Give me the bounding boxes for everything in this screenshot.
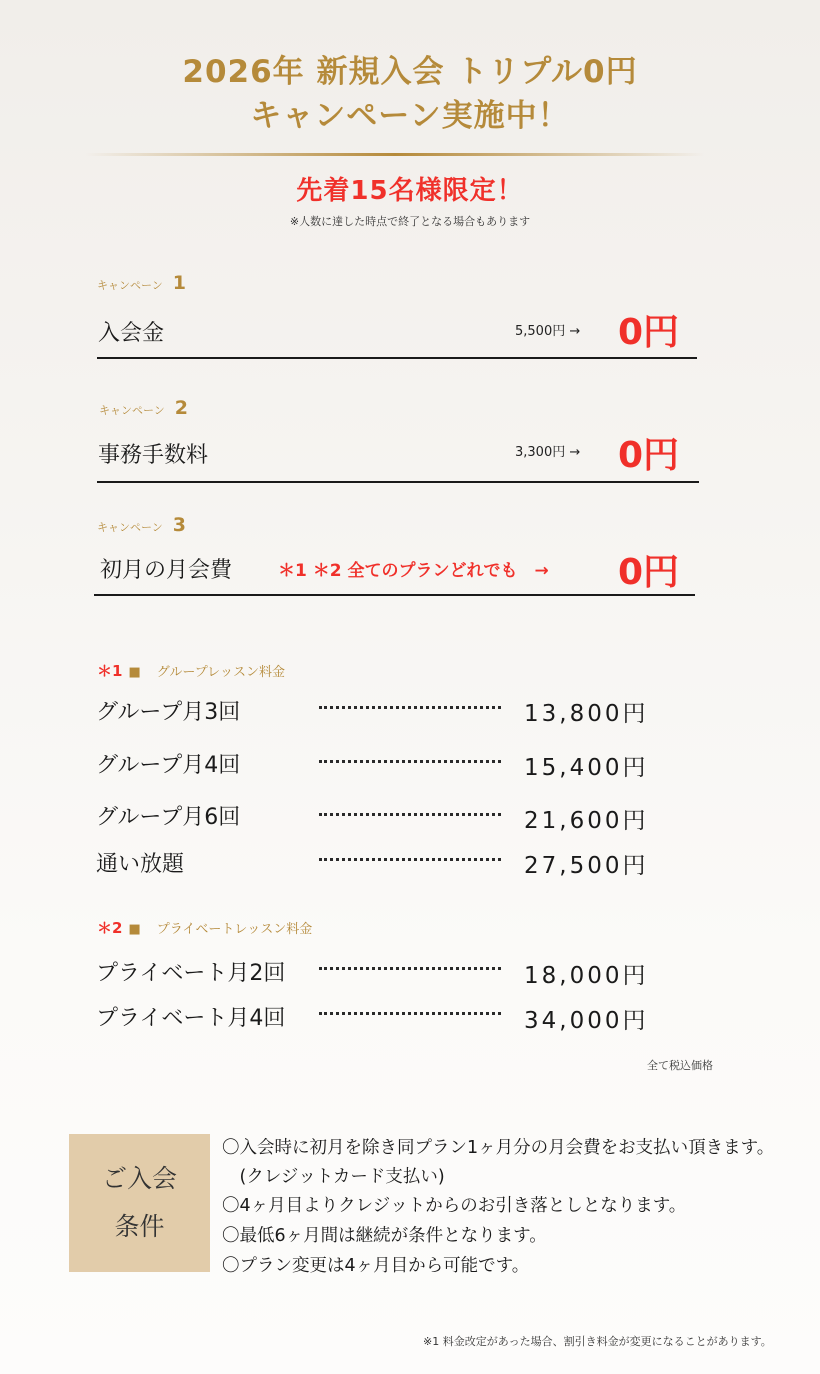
- footnote: ※1 料金改定があった場合、割引き料金が変更になることがあります。: [423, 1335, 772, 1348]
- limited-heading: 先着15名様限定！: [296, 176, 524, 206]
- condition-item: 〇入会時に初月を除き同プラン1ヶ月分の月会費をお支払い頂きます。: [222, 1138, 775, 1158]
- price-row-name: グループ月4回: [96, 753, 241, 778]
- group-lesson-heading: [97, 660, 285, 681]
- private-heading-text: プライベートレッスン料金: [156, 922, 313, 937]
- campaign-1-name: 入会金: [98, 321, 165, 346]
- group-heading-text: グループレッスン料金: [156, 665, 286, 680]
- condition-item: 〇4ヶ月目よりクレジットからのお引き落としとなります。: [222, 1196, 687, 1216]
- campaign-2-underline: [97, 481, 699, 483]
- price-row-price: 15,400円: [524, 755, 649, 781]
- campaign-label-text: キャンペーン: [97, 521, 163, 534]
- campaign-2-label: [99, 397, 188, 419]
- condition-item: 〇最低6ヶ月間は継続が条件となります。: [222, 1226, 547, 1246]
- price-row-price: 18,000円: [524, 963, 649, 989]
- campaign-2-name: 事務手数料: [98, 443, 209, 468]
- price-row-price: 27,500円: [524, 853, 649, 879]
- condition-item: (クレジットカード支払い): [222, 1167, 445, 1187]
- conditions-label-line1: ご入会: [101, 1164, 177, 1193]
- page-title-line1: 2026年 新規入会 トリプル0円: [182, 54, 638, 90]
- limited-note: ※人数に達した時点で終了となる場合もあります: [289, 215, 531, 228]
- campaign-3-label: [97, 514, 186, 536]
- conditions-label-box: [69, 1134, 210, 1272]
- condition-item: 〇プラン変更は4ヶ月目から可能です。: [222, 1256, 530, 1276]
- price-row-price: 34,000円: [524, 1008, 649, 1034]
- campaign-1-label: [97, 272, 186, 294]
- conditions-label-line2: 条件: [114, 1212, 165, 1241]
- price-row-name: プライベート月2回: [96, 961, 286, 986]
- price-row-name: 通い放題: [96, 852, 185, 877]
- square-bullet-icon: ■: [128, 922, 141, 937]
- campaign-2-zero-price: 0円: [618, 435, 680, 476]
- dotted-leader: [319, 967, 501, 970]
- price-row-name: グループ月3回: [96, 700, 241, 725]
- campaign-1-before-price: 5,500円 →: [515, 324, 581, 339]
- private-mark: ＊2: [97, 919, 123, 937]
- campaign-3-zero-price: 0円: [618, 552, 680, 593]
- campaign-3-name: 初月の月会費: [100, 558, 233, 583]
- campaign-number: 1: [172, 272, 187, 294]
- private-lesson-heading: [97, 917, 312, 938]
- price-row-name: グループ月6回: [96, 805, 241, 830]
- dotted-leader: [319, 760, 501, 763]
- price-row-price: 21,600円: [524, 808, 649, 834]
- campaign-label-text: キャンペーン: [99, 404, 165, 417]
- price-row-price: 13,800円: [524, 701, 649, 727]
- campaign-number: 3: [172, 514, 187, 536]
- square-bullet-icon: ■: [128, 665, 141, 680]
- campaign-2-before-price: 3,300円 →: [515, 445, 581, 460]
- campaign-1-zero-price: 0円: [618, 312, 680, 353]
- dotted-leader: [319, 706, 501, 709]
- price-row-name: プライベート月4回: [96, 1006, 286, 1031]
- group-mark: ＊1: [97, 662, 123, 680]
- dotted-leader: [319, 813, 501, 816]
- page-title-line2: キャンペーン実施中！: [250, 98, 570, 134]
- campaign-3-plans-note: ＊1 ＊2 全てのプランどれでも →: [278, 561, 549, 581]
- gold-divider: [85, 153, 705, 156]
- campaign-1-underline: [97, 357, 697, 359]
- dotted-leader: [319, 1012, 501, 1015]
- tax-included-note: 全て税込価格: [647, 1059, 713, 1072]
- campaign-number: 2: [174, 397, 189, 419]
- campaign-3-underline: [94, 594, 695, 596]
- campaign-label-text: キャンペーン: [97, 279, 163, 292]
- dotted-leader: [319, 858, 501, 861]
